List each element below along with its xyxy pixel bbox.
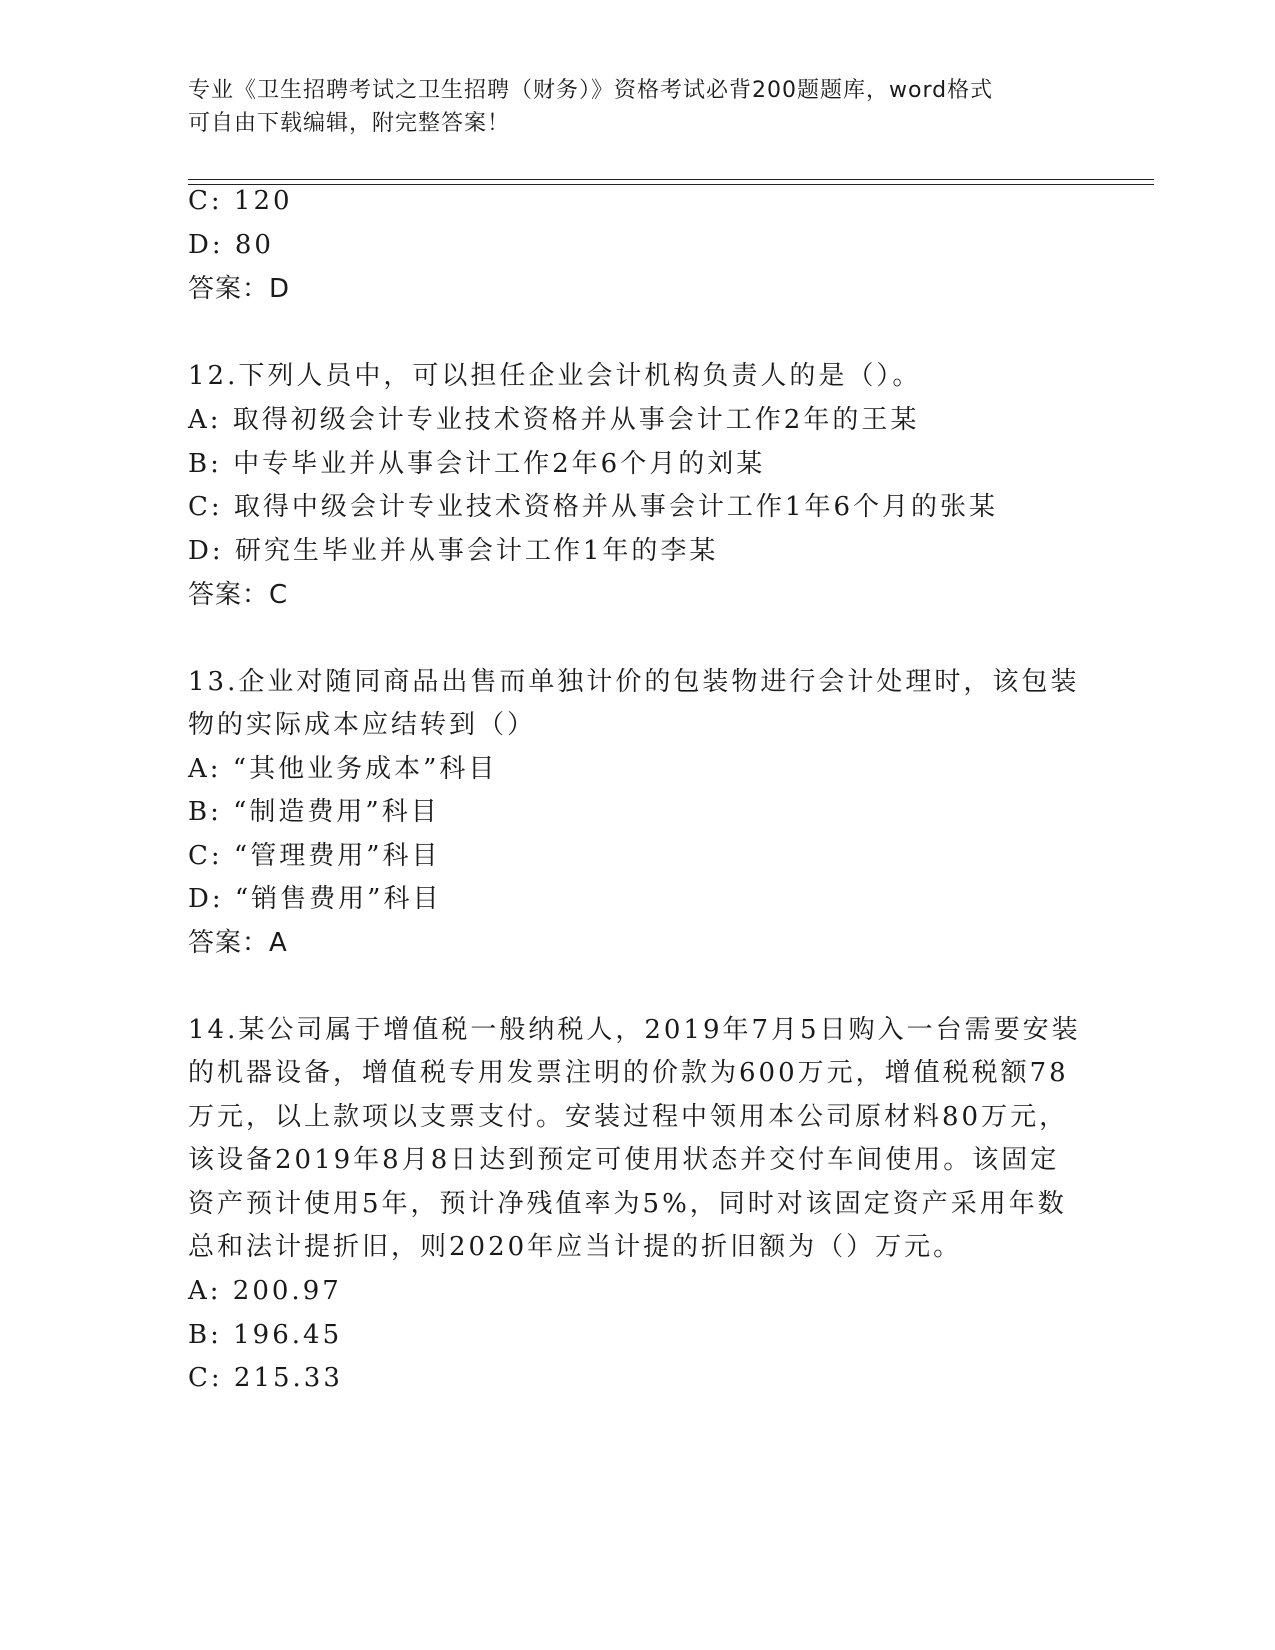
q13-option-a: A: “其他业务成本”科目 [188,754,498,784]
q12-option-b: B: 中专毕业并从事会计工作2年6个月的刘某 [188,449,766,479]
q14-stem-line-6: 总和法计提折旧，则2020年应当计提的折旧额为（）万元。 [188,1232,963,1262]
q12-answer: 答案：C [188,580,289,610]
q13-stem-line-1: 13.企业对随同商品出售而单独计价的包装物进行会计处理时，该包装 [188,667,1080,697]
q13-stem-line-2: 物的实际成本应结转到（） [188,710,537,740]
header-title-line-1: 专业《卫生招聘考试之卫生招聘（财务）》资格考试必背200题题库，word格式 [188,78,994,103]
q13-option-c: C: “管理费用”科目 [188,841,441,871]
q12-option-d: D: 研究生毕业并从事会计工作1年的李某 [188,536,719,566]
q13-answer: 答案：A [188,928,288,958]
q14-stem-line-4: 该设备2019年8月8日达到预定可使用状态并交付车间使用。该固定 [188,1145,1060,1175]
q14-option-c: C: 215.33 [188,1363,343,1393]
q11-option-c: C: 120 [188,186,293,216]
q14-stem-line-1: 14.某公司属于增值税一般纳税人，2019年7月5日购入一台需要安装 [188,1015,1081,1045]
document-header [188,74,1068,140]
header-rule-bottom [188,184,1154,185]
q12-option-c: C: 取得中级会计专业技术资格并从事会计工作1年6个月的张某 [188,492,999,522]
q14-stem-line-3: 万元，以上款项以支票支付。安装过程中领用本公司原材料80万元， [188,1102,1069,1132]
header-rule-top [188,179,1154,180]
q12-option-a: A: 取得初级会计专业技术资格并从事会计工作2年的王某 [188,405,920,435]
q13-option-d: D: “销售费用”科目 [188,884,442,914]
q12-stem: 12.下列人员中，可以担任企业会计机构负责人的是（）。 [188,361,922,391]
q14-option-a: A: 200.97 [188,1276,342,1306]
q14-option-b: B: 196.45 [188,1320,343,1350]
q13-option-b: B: “制造费用”科目 [188,797,440,827]
q11-answer: 答案：D [188,274,291,304]
header-title-line-2: 可自由下载编辑，附完整答案！ [188,111,511,136]
q14-stem-line-5: 资产预计使用5年，预计净残值率为5%，同时对该固定资产采用年数 [188,1189,1067,1219]
q11-option-d: D: 80 [188,230,274,260]
q14-stem-line-2: 的机器设备，增值税专用发票注明的价款为600万元，增值税税额78 [188,1058,1069,1088]
